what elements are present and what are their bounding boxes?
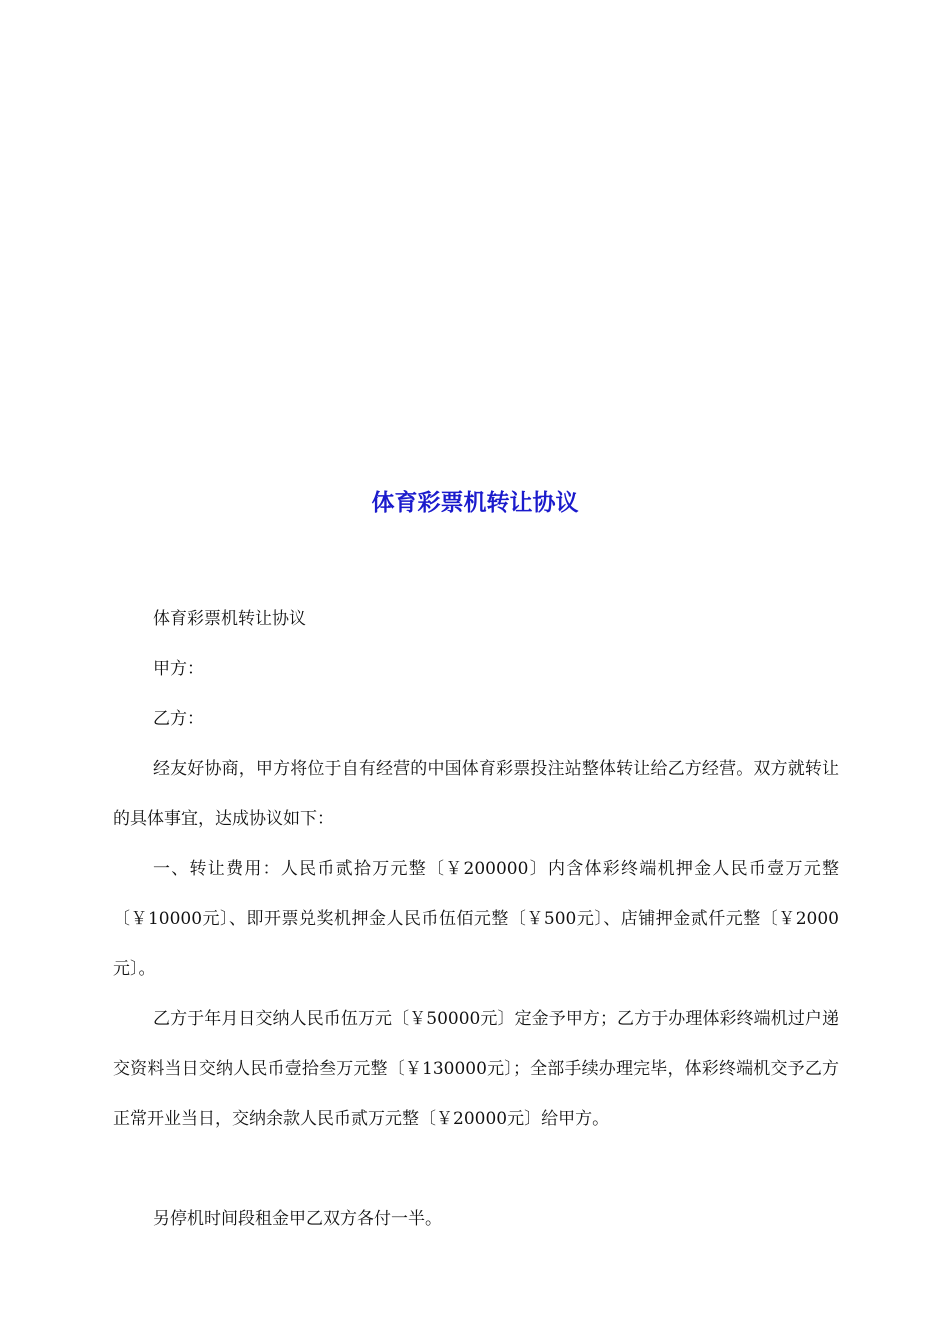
paragraph-spacer bbox=[113, 1144, 839, 1194]
paragraph-downtime-rent: 另停机时间段租金甲乙双方各付一半。 bbox=[153, 1209, 442, 1229]
document-body bbox=[113, 594, 839, 1244]
paragraph-transfer-fee: 一、转让费用：人民币贰拾万元整〔￥200000〕内含体彩终端机押金人民币壹万元整〔￥10000元〕、即开票兑奖机押金人民币伍佰元整〔￥500元〕、店铺押金贰仟元整〔￥2000元〕。 bbox=[113, 859, 839, 979]
paragraph-party-b: 乙方： bbox=[153, 709, 204, 729]
paragraph-party-a: 甲方： bbox=[153, 659, 204, 679]
document-title: 体育彩票机转让协议 bbox=[371, 490, 579, 516]
paragraph-intro: 经友好协商，甲方将位于自有经营的中国体育彩票投注站整体转让给乙方经营。双方就转让的具体事宜，达成协议如下： bbox=[113, 759, 839, 829]
paragraph-heading: 体育彩票机转让协议 bbox=[153, 609, 306, 629]
paragraph-payment-schedule: 乙方于年月日交纳人民币伍万元〔￥50000元〕定金予甲方；乙方于办理体彩终端机过户递交资料当日交纳人民币壹拾叁万元整〔￥130000元〕；全部手续办理完毕，体彩终端机交予乙方正常开业当日，交纳余款人民币贰万元整〔￥20000元〕给甲方。 bbox=[113, 1009, 839, 1129]
